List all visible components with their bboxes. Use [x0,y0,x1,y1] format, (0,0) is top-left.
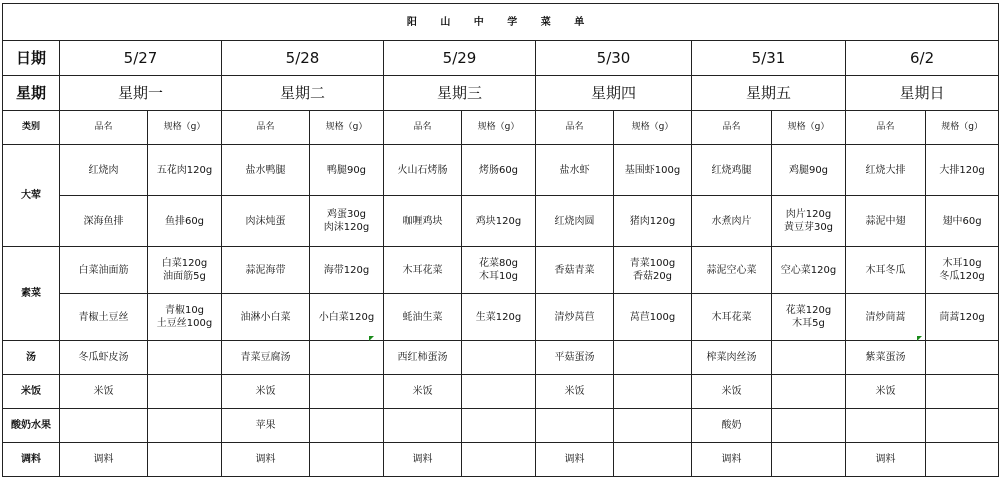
dish-spec [310,196,384,247]
empty-spec [772,375,846,409]
dish-spec [148,294,222,341]
dish-spec [310,145,384,196]
spec-line: 鱼排60g [164,215,205,227]
spec-header: 规格（g） [148,111,222,145]
date-cell: 5/29 [384,41,536,76]
seasoning-item: 调料 [536,443,614,477]
yogurt-item: 酸奶 [692,409,772,443]
empty-spec [772,409,846,443]
dish-spec [148,196,222,247]
spec-line: 烤肠60g [478,164,519,176]
dish-name: 青椒土豆丝 [60,294,148,341]
dish-spec [462,294,536,341]
weekday-cell: 星期五 [692,76,846,111]
empty-spec [926,375,999,409]
empty-spec [310,341,384,375]
dish-spec [772,196,846,247]
dish-spec [614,145,692,196]
spec-line: 木耳10g [478,271,519,282]
dish-name: 蒜泥海带 [222,247,310,294]
dish-spec [462,145,536,196]
spec-line: 茼蒿120g [939,311,985,323]
empty-spec [310,409,384,443]
spec-line: 油面筋5g [163,271,206,282]
yogurt-item [846,409,926,443]
seasoning-item: 调料 [846,443,926,477]
date-cell: 5/28 [222,41,384,76]
spec-line: 鸭腿90g [326,164,367,176]
spec-line: 青椒10g [164,305,205,316]
spec-header: 规格（g） [772,111,846,145]
rice-item: 米饭 [222,375,310,409]
dish-name: 盐水鸭腿 [222,145,310,196]
rice-item: 米饭 [384,375,462,409]
empty-spec [462,409,536,443]
empty-spec [926,409,999,443]
spec-line: 海带120g [323,264,370,276]
dish-spec [462,247,536,294]
spec-header: 规格（g） [926,111,999,145]
spec-line: 五花肉120g [156,164,213,176]
category-soup: 汤 [3,341,60,375]
item-header: 品名 [384,111,462,145]
spec-line: 木耳5g [792,318,825,329]
dish-name: 水煮肉片 [692,196,772,247]
empty-spec [148,341,222,375]
dish-spec [614,294,692,341]
dish-name: 蒜泥中翅 [846,196,926,247]
empty-spec [462,341,536,375]
dish-name: 红烧肉 [60,145,148,196]
spec-line: 鸡蛋30g [326,209,367,220]
dish-spec [926,145,999,196]
category-rice: 米饭 [3,375,60,409]
dish-spec [310,294,384,341]
empty-spec [148,443,222,477]
spec-header: 规格（g） [614,111,692,145]
empty-spec [614,341,692,375]
empty-spec [148,375,222,409]
menu-table [2,3,999,477]
dish-name: 肉沫炖蛋 [222,196,310,247]
dish-name: 木耳花菜 [692,294,772,341]
empty-spec [614,375,692,409]
dish-name: 咖喱鸡块 [384,196,462,247]
spec-line: 香菇20g [632,271,673,282]
dish-spec [772,145,846,196]
item-header: 品名 [222,111,310,145]
dish-spec [148,247,222,294]
dish-name: 深海鱼排 [60,196,148,247]
empty-spec [926,443,999,477]
dish-name: 香菇青菜 [536,247,614,294]
item-header: 品名 [846,111,926,145]
dish-name: 红烧鸡腿 [692,145,772,196]
dish-name: 红烧大排 [846,145,926,196]
dish-name: 火山石烤肠 [384,145,462,196]
empty-spec [614,409,692,443]
spec-line: 莴苣100g [629,311,676,323]
weekday-cell: 星期二 [222,76,384,111]
yogurt-item [60,409,148,443]
spec-header: 规格（g） [462,111,536,145]
weekday-cell: 星期日 [846,76,999,111]
empty-spec [614,443,692,477]
dish-spec [772,294,846,341]
yogurt-item [536,409,614,443]
dish-name: 蒜泥空心菜 [692,247,772,294]
date-cell: 5/30 [536,41,692,76]
spec-line: 鸡块120g [475,215,522,227]
cell-marker [917,336,922,341]
date-label: 日期 [3,41,60,76]
week-label: 星期 [3,76,60,111]
dish-spec [310,247,384,294]
rice-item: 米饭 [60,375,148,409]
spec-line: 鸡腿90g [788,164,829,176]
empty-spec [310,443,384,477]
dish-name: 盐水虾 [536,145,614,196]
dish-spec [926,247,999,294]
soup-item: 冬瓜虾皮汤 [60,341,148,375]
dish-name: 清炒莴苣 [536,294,614,341]
spec-line: 黄豆芽30g [783,222,834,233]
spec-line: 白菜120g [161,258,208,269]
soup-item: 榨菜肉丝汤 [692,341,772,375]
dish-name: 蚝油生菜 [384,294,462,341]
seasoning-item: 调料 [60,443,148,477]
spec-line: 生菜120g [475,311,522,323]
soup-item: 西红柿蛋汤 [384,341,462,375]
weekday-cell: 星期三 [384,76,536,111]
dish-name: 木耳花菜 [384,247,462,294]
spec-line: 翅中60g [942,215,982,227]
soup-item: 平菇蛋汤 [536,341,614,375]
spec-line: 木耳10g [942,258,982,269]
page-title: 阳 山 中 学 菜 单 [3,4,999,41]
spec-line: 青菜100g [629,258,676,269]
dish-name: 木耳冬瓜 [846,247,926,294]
dish-spec [772,247,846,294]
empty-spec [926,341,999,375]
spec-line: 冬瓜120g [939,271,985,282]
spec-line: 大排120g [939,164,985,176]
rice-item: 米饭 [692,375,772,409]
spec-line: 小白菜120g [318,311,375,323]
dish-spec [148,145,222,196]
dish-spec [614,247,692,294]
rice-item: 米饭 [846,375,926,409]
item-header: 品名 [692,111,772,145]
weekday-cell: 星期四 [536,76,692,111]
spec-line: 猪肉120g [629,215,676,227]
spec-line: 肉片120g [785,209,832,220]
dish-spec [926,196,999,247]
yogurt-item: 苹果 [222,409,310,443]
dish-name: 红烧肉圆 [536,196,614,247]
spec-line: 基围虾100g [624,164,681,176]
spec-line: 肉沫120g [323,222,370,233]
empty-spec [772,341,846,375]
spec-header: 规格（g） [310,111,384,145]
weekday-cell: 星期一 [60,76,222,111]
empty-spec [310,375,384,409]
seasoning-item: 调料 [692,443,772,477]
empty-spec [148,409,222,443]
spec-line: 空心菜120g [780,264,837,276]
dish-name: 油淋小白菜 [222,294,310,341]
category-label: 类别 [3,111,60,145]
dish-spec [614,196,692,247]
date-cell: 5/31 [692,41,846,76]
category-main: 大荤 [3,145,60,247]
spec-line: 土豆丝100g [156,318,213,329]
date-cell: 6/2 [846,41,999,76]
cell-marker [369,336,374,341]
date-cell: 5/27 [60,41,222,76]
empty-spec [462,375,536,409]
yogurt-item [384,409,462,443]
dish-name: 清炒茼蒿 [846,294,926,341]
dish-spec [926,294,999,341]
category-veg: 素菜 [3,247,60,341]
category-seasoning: 调料 [3,443,60,477]
item-header: 品名 [60,111,148,145]
empty-spec [462,443,536,477]
seasoning-item: 调料 [384,443,462,477]
seasoning-item: 调料 [222,443,310,477]
soup-item: 紫菜蛋汤 [846,341,926,375]
category-yogurt: 酸奶水果 [3,409,60,443]
rice-item: 米饭 [536,375,614,409]
spec-line: 花菜120g [785,305,832,316]
dish-name: 白菜油面筋 [60,247,148,294]
empty-spec [772,443,846,477]
item-header: 品名 [536,111,614,145]
dish-spec [462,196,536,247]
soup-item: 青菜豆腐汤 [222,341,310,375]
spec-line: 花菜80g [478,258,519,269]
